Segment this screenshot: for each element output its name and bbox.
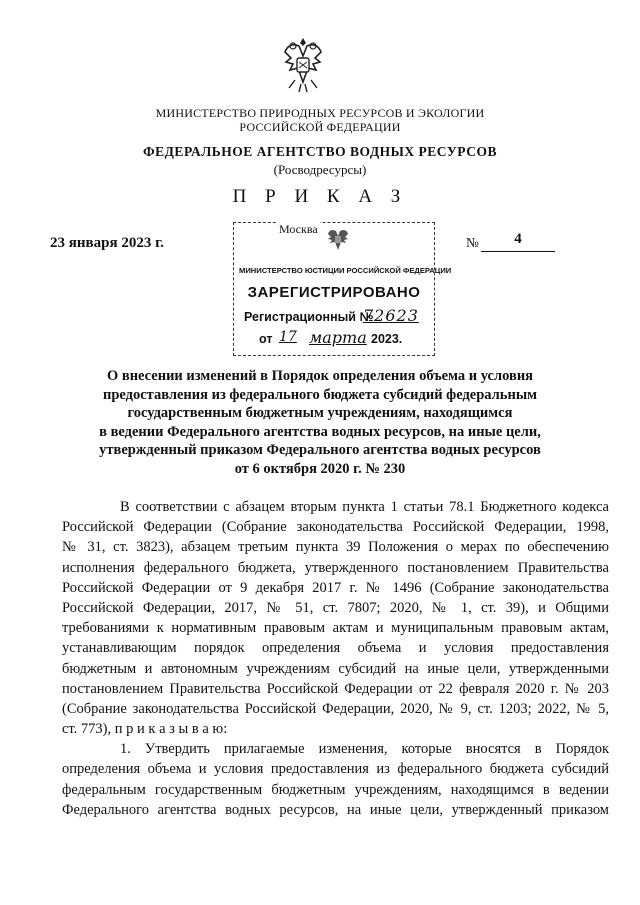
title-line: предоставления из федерального бюджета субсидий федеральным	[102, 386, 538, 403]
body-line: постановлением Правительства Российской Федерации от 22 февраля 2020 г. № 203	[62, 680, 609, 697]
stamp-registered: ЗАРЕГИСТРИРОВАНО	[247, 284, 421, 301]
body-line: (Собрание законодательства Российской Федерации, 2020, № 9, ст. 1203; 2022, № 5,	[62, 700, 609, 717]
agency-short-name: (Росводресурсы)	[273, 162, 367, 177]
body-line: определения объема и условия предоставления из федерального бюджета субсидий	[62, 761, 609, 778]
title-line: государственным бюджетным учреждениям, находящимся	[127, 405, 513, 421]
body-line: Российской Федерации, 2017, № 51, ст. 7807; 2020, № 1, ст. 39), и Общими	[62, 599, 609, 616]
number-sign: №	[466, 235, 479, 250]
body-line: устанавливающим порядок определения объема и условия предоставления	[62, 640, 609, 657]
stamp-from-day: 17	[279, 329, 297, 345]
document-date: 23 января 2023 г.	[50, 235, 164, 251]
body-line: Российской Федерации (Собрание законодательства Российской Федерации, 1998,	[62, 519, 609, 536]
document-body	[62, 497, 609, 820]
title-line: в ведении Федерального агентства водных ресурсов, на иные цели,	[99, 423, 541, 440]
coat-of-arms-emblem	[275, 34, 331, 96]
title-line: утвержденный приказом Федерального агентства водных ресурсов	[99, 442, 541, 458]
document-type: П Р И К А З	[232, 186, 408, 207]
stamp-from-label: от	[259, 332, 273, 346]
number-underline	[481, 251, 555, 252]
title-line: О внесении изменений в Порядок определения объема и условия	[106, 368, 534, 384]
stamp-reg-number: 72623	[363, 306, 419, 325]
stamp-from-year: 2023.	[371, 332, 403, 346]
ministry-name	[0, 106, 640, 134]
ministry-line-1: МИНИСТЕРСТВО ПРИРОДНЫХ РЕСУРСОВ И ЭКОЛОГИИ	[155, 106, 485, 120]
body-line: Федерального агентства водных ресурсов, на иные цели, утвержденный приказом	[62, 801, 609, 818]
body-line: В соответствии с абзацем вторым пункта 1 статьи 78.1 Бюджетного кодекса	[120, 499, 609, 515]
document-title	[70, 367, 570, 478]
stamp-emblem-icon	[324, 225, 352, 255]
body-line: Российской Федерации от 9 декабря 2017 г. № 1496 (Собрание законодательства	[62, 579, 609, 596]
agency-name: ФЕДЕРАЛЬНОЕ АГЕНТСТВО ВОДНЫХ РЕСУРСОВ	[143, 144, 497, 159]
stamp-org: МИНИСТЕРСТВО ЮСТИЦИИ РОССИЙСКОЙ ФЕДЕРАЦИИ	[239, 266, 452, 275]
stamp-from-month: марта	[309, 328, 367, 347]
body-line: требованиями к нормативным правовым актам и муниципальным правовым актам,	[62, 620, 609, 637]
ministry-line-2: РОССИЙСКОЙ ФЕДЕРАЦИИ	[239, 120, 401, 134]
body-line: исполнения федерального бюджета, утвержденного постановлением Правительства	[62, 559, 609, 576]
body-line: № 31, ст. 3823), абзацем третьим пункта 39 Положения о мерах по обеспечению	[62, 539, 609, 556]
body-line: бюджетным и автономным учреждениям субсидий на иные цели, утвержденными	[62, 660, 609, 677]
body-line: ст. 773), п р и к а з ы в а ю:	[62, 721, 228, 738]
body-line: 1. Утвердить прилагаемые изменения, которые вносятся в Порядок	[120, 741, 609, 758]
stamp-city: Москва	[279, 222, 318, 236]
body-line: федеральным государственным бюджетным учреждениям, находящимся в ведении	[62, 781, 609, 798]
document-number: 4	[514, 231, 522, 247]
stamp-reg-number-label: Регистрационный №	[244, 310, 374, 324]
registration-stamp	[233, 222, 452, 356]
title-line: от 6 октября 2020 г. № 230	[234, 460, 406, 477]
